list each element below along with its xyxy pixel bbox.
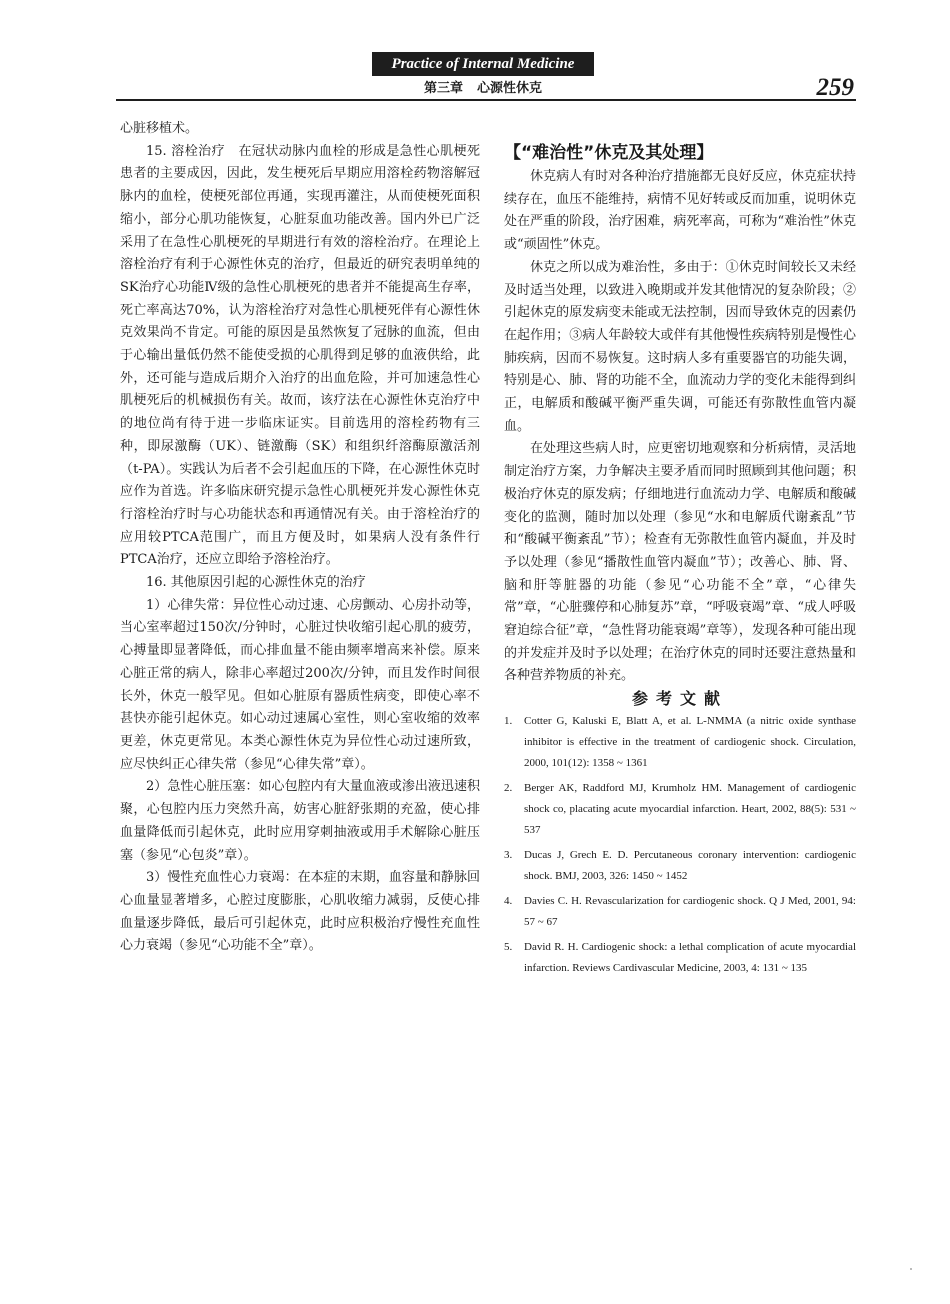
paragraph: 1）心律失常：异位性心动过速、心房颤动、心房扑动等，当心室率超过150次/分钟时，心脏过快收缩引起心肌的疲劳，心搏量即显著降低，而心排血量不能由频率增高来补偿。原来心脏正常的病人，除非心率超过200次/分钟，而且发作时间很长外，休克一般罕见。但如心脏原有器质性病变，即使心率不甚快亦能引起休克。如心动过速属心室性，则心室收缩的效率更差，休克更常见。本类心源性休克为异位性心动过速所致，应尽快纠正心律失常（参见“心律失常”章）。 (120, 597, 480, 772)
reference-number: 3. (504, 848, 513, 861)
reference-number: 1. (504, 714, 513, 727)
journal-banner: Practice of Internal Medicine (372, 52, 594, 76)
reference-item (504, 937, 856, 979)
paragraph: 心脏移植术。 (120, 121, 199, 136)
left-column (120, 118, 480, 958)
paragraph: 休克之所以成为难治性，多由于：①休克时间较长又未经及时适当处理，以致进入晚期或并发其他情况的复杂阶段；②引起休克的原发病变未能或无法控制，因而导致休克的因素仍在起作用；③病人年龄较大或伴有其他慢性疾病特别是慢性心肺疾病，因而不易恢复。这时病人多有重要器官的功能失调，特别是心、肺、肾的功能不全，血流动力学的变化未能得到纠正，电解质和酸碱平衡严重失调，可能还有弥散性血管内凝血。 (504, 259, 856, 434)
reference-number: 5. (504, 940, 513, 953)
reference-item (504, 845, 856, 887)
reference-text: Cotter G, Kaluski E, Blatt A, et al. L-NMMA (a nitric oxide synthase inhibitor is effective in the treatment of cardiogenic shock. Circulation, 2000, 101(12): 1358 ~ 1361 (524, 714, 856, 769)
paragraph: 16. 其他原因引起的心源性休克的治疗 (146, 575, 366, 591)
reference-number: 2. (504, 781, 513, 794)
chapter-heading (372, 79, 594, 99)
paragraph: 休克病人有时对各种治疗措施都无良好反应，休克症状持续存在，血压不能维持，病情不见好转或反而加重，说明休克处在严重的阶段，治疗困难，病死率高，可称为“难治性”休克或“顽固性”休克。 (504, 169, 856, 253)
right-column (504, 140, 856, 983)
reference-text: Berger AK, Raddford MJ, Krumholz HM. Management of cardiogenic shock co, placating acute myocardial infarction. Heart, 2002, 88(5): 531 ~ 537 (524, 781, 856, 836)
chapter-title: 心源性休克 (477, 81, 543, 96)
references-title: 参考文献 (631, 689, 728, 709)
reference-list (504, 711, 856, 979)
reference-item (504, 711, 856, 774)
paragraph: 在处理这些病人时，应更密切地观察和分析病情，灵活地制定治疗方案，力争解决主要矛盾而同时照顾到其他问题；积极治疗休克的原发病；仔细地进行血流动力学、电解质和酸碱变化的监测，随时加以处理（参见“水和电解质代谢紊乱”节和“酸碱平衡紊乱”节）；检查有无弥散性血管内凝血，并及时予以处理（参见“播散性血管内凝血”节）；改善心、肺、肾、脑和肝等脏器的功能（参见“心功能不全”章，“心律失常”章，“心脏骤停和心肺复苏”章，“呼吸衰竭”章、“成人呼吸窘迫综合征”章，“急性肾功能衰竭”章等），发现各种可能出现的并发症并及时予以处理；在治疗休克的同时还要注意热量和各种营养物质的补充。 (504, 441, 856, 684)
reference-text: David R. H. Cardiogenic shock: a lethal complication of acute myocardial infarction. Reviews Cardivascular Medicine, 2003, 4: 131 ~ 135 (524, 940, 856, 974)
section-title: 【“难治性”休克及其处理】 (504, 143, 714, 163)
paragraph: 15. 溶栓治疗 在冠状动脉内血栓的形成是急性心肌梗死患者的主要成因，因此，发生梗死后早期应用溶栓药物溶解冠脉内的血栓，使梗死部位再通，实现再灌注，从而使梗死面积缩小，部分心肌功能恢复，心脏泵血功能改善。国内外已广泛采用了在急性心肌梗死的早期进行有效的溶栓治疗。在理论上溶栓治疗有利于心源性休克的治疗，但最近的研究表明单纯的SK治疗心功能Ⅳ级的急性心肌梗死的患者并不能提高生存率，死亡率高达70%，认为溶栓治疗对急性心肌梗死伴有心源性休克效果尚不肯定。可能的原因是虽然恢复了冠脉的血流，但由于心输出量低仍然不能使受损的心肌得到足够的血液供给，此外，还可能与造成后期介入治疗的出血危险，并可加速急性心肌梗死后的机械损伤有关。故而，该疗法在心源性休克治疗中的地位尚有待于进一步临床证实。目前选用的溶栓药物有三种，即尿激酶（UK）、链激酶（SK）和组织纤溶酶原激活剂（t-PA）。实践认为后者不会引起血压的下降，在心源性休克时应作为首选。许多临床研究提示急性心肌梗死并发心源性休克行溶栓治疗时与心功能状态和再通情况有关。由于溶栓治疗的应用较PTCA范围广，而且方便及时，如果病人没有条件行PTCA治疗，还应立即给予溶栓治疗。 (120, 143, 480, 568)
reference-number: 4. (504, 894, 513, 907)
chapter-number: 第三章 (423, 81, 463, 96)
header-rule (116, 99, 856, 101)
reference-text: Ducas J, Grech E. D. Percutaneous coronary intervention: cardiogenic shock. BMJ, 2003, 326: 1450 ~ 1452 (524, 848, 856, 882)
paragraph: 3）慢性充血性心力衰竭：在本症的末期，血容量和静脉回心血量显著增多，心腔过度膨胀，心肌收缩力减弱，反使心排血量逐步降低，最后可引起休克，此时应积极治疗慢性充血性心力衰竭（参见“心功能不全”章）。 (120, 870, 480, 954)
reference-item (504, 891, 856, 933)
reference-text: Davies C. H. Revascularization for cardiogenic shock. Q J Med, 2001, 94: 57 ~ 67 (524, 894, 856, 928)
paragraph: 2）急性心脏压塞：如心包腔内有大量血液或渗出液迅速积聚，心包腔内压力突然升高，妨害心脏舒张期的充盈，使心排血量降低而引起休克，此时应用穿刺抽液或用手术解除心脏压塞（参见“心包炎”章）。 (120, 779, 480, 863)
reference-item (504, 778, 856, 841)
scan-speck (910, 1268, 912, 1270)
page-number: 259 (816, 74, 854, 101)
